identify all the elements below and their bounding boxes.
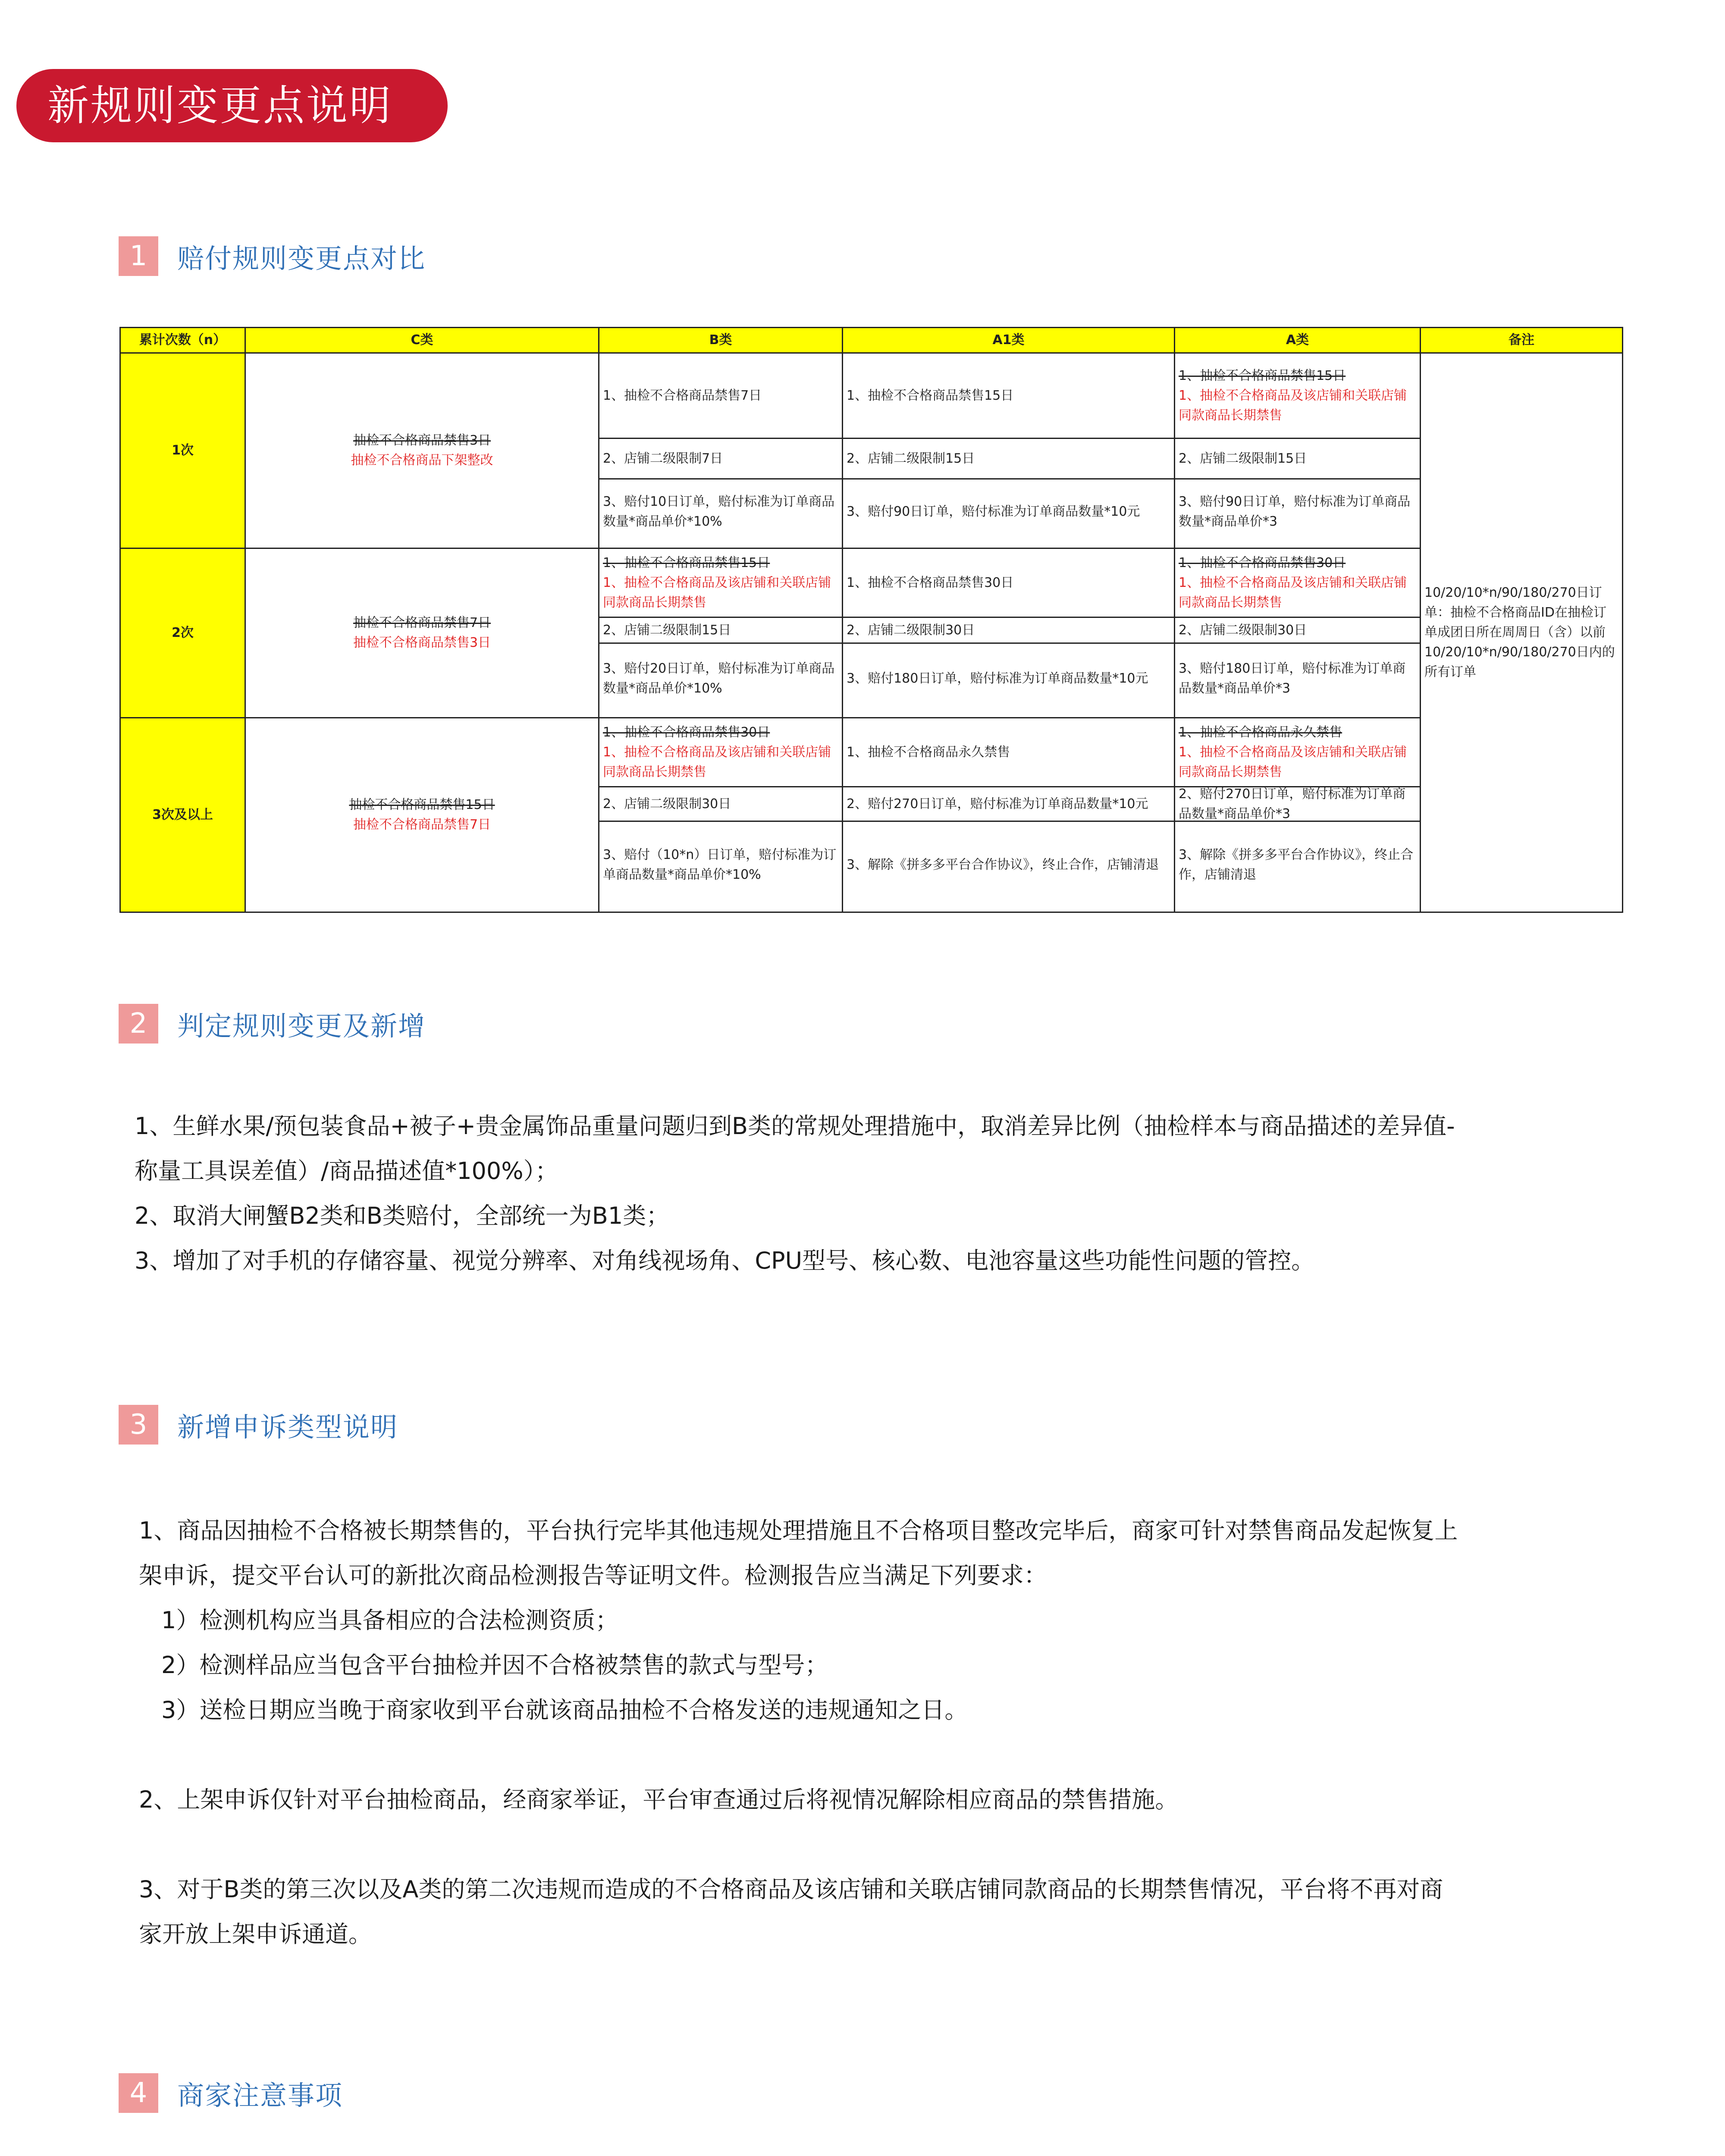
rule-item (843, 439, 1174, 479)
rule-item (1175, 439, 1420, 479)
body-line: 3、增加了对手机的存储容量、视觉分辨率、对角线视场角、CPU型号、核心数、电池容量这些功能性问题的管控。 (135, 1247, 1315, 1274)
body-line: 1）检测机构应当具备相应的合法检测资质； (161, 1607, 619, 1634)
rule-item (843, 354, 1174, 439)
body-line (139, 1733, 1458, 1777)
section-number: 2 (119, 1004, 158, 1044)
body-line: 2、取消大闸蟹B2类和B类赔付，全部统一为B1类； (135, 1202, 670, 1229)
rule-item (1175, 822, 1420, 908)
rule-text: 3、赔付90日订单，赔付标准为订单商品数量*10元 (847, 504, 1140, 519)
new-rule-text: 抽检不合格商品禁售3日 (353, 635, 491, 650)
table-row (120, 718, 1623, 912)
rule-item (843, 644, 1174, 714)
rule-text: 2、店铺二级限制30日 (1179, 622, 1307, 638)
body-line: 2、上架申诉仅针对平台抽检商品，经商家举证，平台审查通过后将视情况解除相应商品的禁售措施。 (139, 1786, 1179, 1813)
old-rule-text: 1、抽检不合格商品禁售30日 (603, 724, 770, 740)
body-line: 1、商品因抽检不合格被长期禁售的，平台执行完毕其他违规处理措施且不合格项目整改完毕后，商家可针对禁售商品发起恢复上 (139, 1517, 1458, 1544)
rule-text: 1、抽检不合格商品禁售30日 (847, 575, 1014, 590)
body-line: 2）检测样品应当包含平台抽检并因不合格被禁售的款式与型号； (161, 1651, 828, 1679)
header-a: A类 (1175, 328, 1421, 353)
section-3-body (139, 1508, 1458, 1957)
old-rule-text: 抽检不合格商品禁售15日 (349, 797, 495, 812)
rule-item (1175, 479, 1420, 544)
old-rule-text: 1、抽检不合格商品禁售15日 (1179, 368, 1346, 383)
rule-item (1175, 549, 1420, 618)
table-row (120, 548, 1623, 718)
rule-text: 3、赔付（10*n）日订单，赔付标准为订单商品数量*商品单价*10% (603, 847, 837, 882)
a-class-cell (1175, 548, 1421, 718)
rule-text: 2、店铺二级限制15日 (1179, 451, 1307, 466)
section-title: 判定规则变更及新增 (177, 1010, 426, 1042)
rule-text: 2、店铺二级限制30日 (603, 796, 731, 812)
row-count-label: 1次 (120, 353, 245, 548)
rule-text: 1、抽检不合格商品禁售7日 (603, 388, 762, 403)
rule-text: 2、店铺二级限制15日 (847, 451, 975, 466)
section-number: 4 (119, 2073, 158, 2113)
rule-text: 2、店铺二级限制30日 (847, 622, 975, 638)
body-line: 称量工具误差值）/商品描述值*100%）； (135, 1157, 558, 1185)
a1-class-cell (843, 718, 1175, 912)
b-class-cell (599, 718, 843, 912)
header-b: B类 (599, 328, 843, 353)
header-c: C类 (245, 328, 599, 353)
a1-class-cell (843, 353, 1175, 548)
rule-item (1175, 718, 1420, 787)
row-count-label: 2次 (120, 548, 245, 718)
rule-text: 3、赔付180日订单，赔付标准为订单商品数量*商品单价*3 (1179, 661, 1406, 696)
body-line: 1、生鲜水果/预包装食品+被子+贵金属饰品重量问题归到B类的常规处理措施中，取消差异比例（抽检样本与商品描述的差异值- (135, 1112, 1455, 1140)
old-rule-text: 1、抽检不合格商品永久禁售 (1179, 724, 1342, 740)
new-rule-text: 1、抽检不合格商品及该店铺和关联店铺同款商品长期禁售 (603, 744, 831, 780)
table-header-row (120, 328, 1623, 353)
old-rule-text: 1、抽检不合格商品禁售15日 (603, 555, 770, 570)
c-class-cell (245, 548, 599, 718)
body-line: 架申诉，提交平台认可的新批次商品检测报告等证明文件。检测报告应当满足下列要求： (139, 1562, 1047, 1589)
rule-item (599, 822, 842, 908)
rule-text: 3、赔付10日订单，赔付标准为订单商品数量*商品单价*10% (603, 494, 835, 529)
rule-text: 3、赔付90日订单，赔付标准为订单商品数量*商品单价*3 (1179, 494, 1411, 529)
new-rule-text: 1、抽检不合格商品及该店铺和关联店铺同款商品长期禁售 (1179, 388, 1407, 423)
rule-text: 1、抽检不合格商品禁售15日 (847, 388, 1014, 403)
rule-item (1175, 644, 1420, 714)
c-class-cell (245, 718, 599, 912)
old-rule-text: 1、抽检不合格商品禁售30日 (1179, 555, 1346, 570)
row-count-label: 3次及以上 (120, 718, 245, 912)
note-cell: 10/20/10*n/90/180/270日订单：抽检不合格商品ID在抽检订单成团日所在周周日（含）以前10/20/10*n/90/180/270日内的所有订单 (1421, 353, 1623, 912)
section-3-header (119, 1405, 398, 1445)
section-title: 新增申诉类型说明 (177, 1411, 398, 1443)
header-note: 备注 (1421, 328, 1623, 353)
section-title: 赔付规则变更点对比 (177, 242, 426, 274)
new-rule-text: 1、抽检不合格商品及该店铺和关联店铺同款商品长期禁售 (1179, 744, 1407, 780)
page-banner: 新规则变更点说明 (16, 69, 448, 142)
rule-item (843, 549, 1174, 618)
section-2-body (135, 1104, 1455, 1283)
new-rule-text: 抽检不合格商品下架整改 (351, 453, 493, 468)
rule-text: 3、解除《拼多多平台合作协议》，终止合作，店铺清退 (847, 857, 1159, 872)
a-class-cell (1175, 353, 1421, 548)
body-line: 3）送检日期应当晚于商家收到平台就该商品抽检不合格发送的违规通知之日。 (161, 1696, 968, 1724)
table-row (120, 353, 1623, 548)
header-a1: A1类 (843, 328, 1175, 353)
rule-text: 1、抽检不合格商品永久禁售 (847, 744, 1010, 760)
section-1-header (119, 236, 426, 276)
rule-item (599, 479, 842, 544)
rule-text: 3、赔付180日订单，赔付标准为订单商品数量*10元 (847, 671, 1148, 686)
old-rule-text: 抽检不合格商品禁售3日 (353, 433, 491, 448)
rule-text: 2、店铺二级限制15日 (603, 622, 731, 638)
rule-text: 2、赔付270日订单，赔付标准为订单商品数量*10元 (847, 796, 1148, 812)
rule-item (843, 618, 1174, 644)
new-rule-text: 抽检不合格商品禁售7日 (353, 817, 491, 832)
body-line: 家开放上架申诉通道。 (139, 1921, 372, 1948)
rule-item (599, 718, 842, 787)
header-count: 累计次数（n） (120, 328, 245, 353)
section-title: 商家注意事项 (177, 2079, 343, 2111)
rule-item (599, 644, 842, 714)
a1-class-cell (843, 548, 1175, 718)
b-class-cell (599, 548, 843, 718)
rule-item (599, 549, 842, 618)
compensation-rules-table (119, 327, 1623, 913)
body-line: 3、对于B类的第三次以及A类的第二次违规而造成的不合格商品及该店铺和关联店铺同款商品的长期禁售情况，平台将不再对商 (139, 1876, 1443, 1903)
rule-item (599, 354, 842, 439)
rule-item (843, 787, 1174, 822)
a-class-cell (1175, 718, 1421, 912)
rule-item (599, 439, 842, 479)
rule-item (599, 787, 842, 822)
new-rule-text: 1、抽检不合格商品及该店铺和关联店铺同款商品长期禁售 (603, 575, 831, 610)
rule-item (1175, 787, 1420, 822)
rule-text: 2、店铺二级限制7日 (603, 451, 723, 466)
section-2-header (119, 1004, 426, 1044)
rule-text: 3、解除《拼多多平台合作协议》，终止合作，店铺清退 (1179, 847, 1414, 882)
body-line (139, 1822, 1458, 1867)
rule-item (843, 822, 1174, 908)
section-number: 3 (119, 1405, 158, 1445)
rule-text: 3、赔付20日订单，赔付标准为订单商品数量*商品单价*10% (603, 661, 835, 696)
rule-item (1175, 618, 1420, 644)
rule-text: 2、赔付270日订单，赔付标准为订单商品数量*商品单价*3 (1179, 786, 1406, 821)
rule-item (599, 618, 842, 644)
c-class-cell (245, 353, 599, 548)
rule-item (1175, 354, 1420, 439)
b-class-cell (599, 353, 843, 548)
section-number: 1 (119, 236, 158, 276)
section-4-header (119, 2073, 343, 2113)
new-rule-text: 1、抽检不合格商品及该店铺和关联店铺同款商品长期禁售 (1179, 575, 1407, 610)
rule-item (843, 479, 1174, 544)
rule-item (843, 718, 1174, 787)
old-rule-text: 抽检不合格商品禁售7日 (353, 615, 491, 630)
